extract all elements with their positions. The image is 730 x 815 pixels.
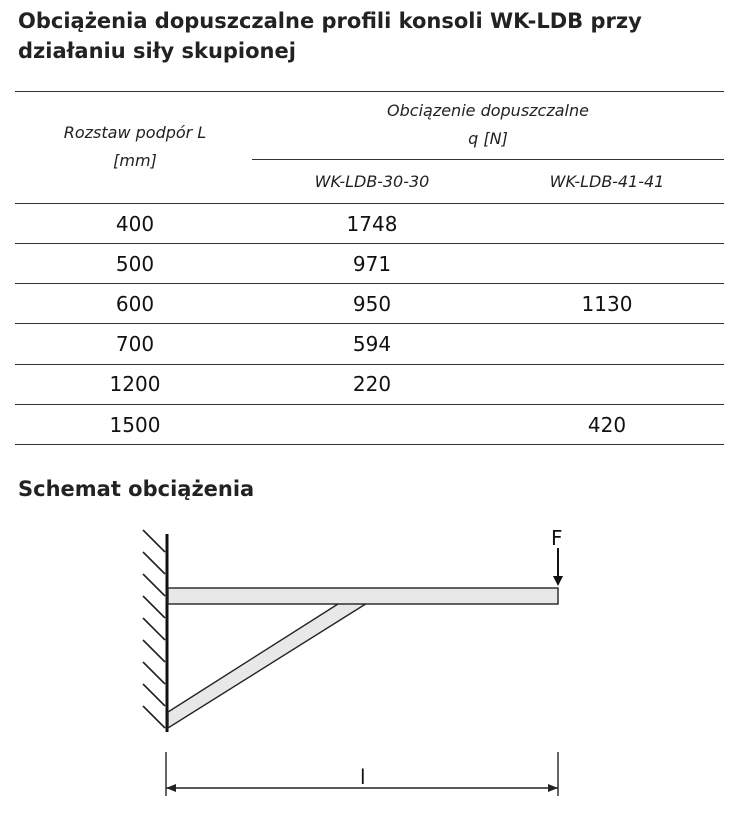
table-cell: 950 bbox=[352, 292, 392, 316]
load-group-header-label: Obciązenie dopuszczalne bbox=[387, 101, 589, 120]
row-rule bbox=[15, 323, 724, 324]
dimension-arrow-left bbox=[166, 784, 176, 792]
table-cell: 700 bbox=[115, 332, 155, 356]
horizontal-arm bbox=[168, 588, 558, 604]
row-rule bbox=[15, 243, 724, 244]
table-top-rule bbox=[15, 91, 724, 92]
diagonal-strut bbox=[168, 590, 372, 728]
subheader-ldb-30-30: WK-LDB-30-30 bbox=[314, 172, 430, 191]
section-title: Schemat obciążenia bbox=[18, 477, 255, 501]
title-line-1: Obciążenia dopuszczalne profili konsoli WK-LDB przy bbox=[18, 9, 642, 33]
load-group-header-unit: q [N] bbox=[468, 129, 508, 148]
table-cell: 600 bbox=[115, 292, 155, 316]
row-rule bbox=[15, 283, 724, 284]
table-cell: 1500 bbox=[109, 413, 161, 437]
table-cell: 220 bbox=[352, 372, 392, 396]
spacing-header-label: Rozstaw podpór L bbox=[63, 123, 207, 142]
table-bottom-rule bbox=[15, 444, 724, 445]
force-label: F bbox=[551, 526, 563, 550]
row-rule bbox=[15, 364, 724, 365]
dimension-arrow-right bbox=[548, 784, 558, 792]
spacing-header bbox=[15, 119, 255, 175]
table-cell: 400 bbox=[115, 212, 155, 236]
spacing-header-unit: [mm] bbox=[113, 151, 157, 170]
wall-hatching bbox=[143, 530, 165, 728]
table-cell: 1748 bbox=[346, 212, 398, 236]
subheader-ldb-41-41: WK-LDB-41-41 bbox=[549, 172, 665, 191]
table-cell: 594 bbox=[352, 332, 392, 356]
row-rule bbox=[15, 404, 724, 405]
table-cell: 500 bbox=[115, 252, 155, 276]
header-bottom-rule bbox=[15, 203, 724, 204]
force-arrowhead bbox=[553, 576, 563, 586]
table-cell: 971 bbox=[352, 252, 392, 276]
load-scheme-diagram bbox=[0, 500, 730, 815]
table-cell: 1200 bbox=[109, 372, 161, 396]
load-group-header bbox=[252, 97, 724, 153]
table-cell: 420 bbox=[587, 413, 627, 437]
title-line-2: działaniu siły skupionej bbox=[18, 39, 296, 63]
page-title bbox=[18, 6, 718, 66]
table-cell: 1130 bbox=[581, 292, 633, 316]
header-sub-rule bbox=[252, 159, 724, 160]
length-label: l bbox=[360, 765, 366, 789]
